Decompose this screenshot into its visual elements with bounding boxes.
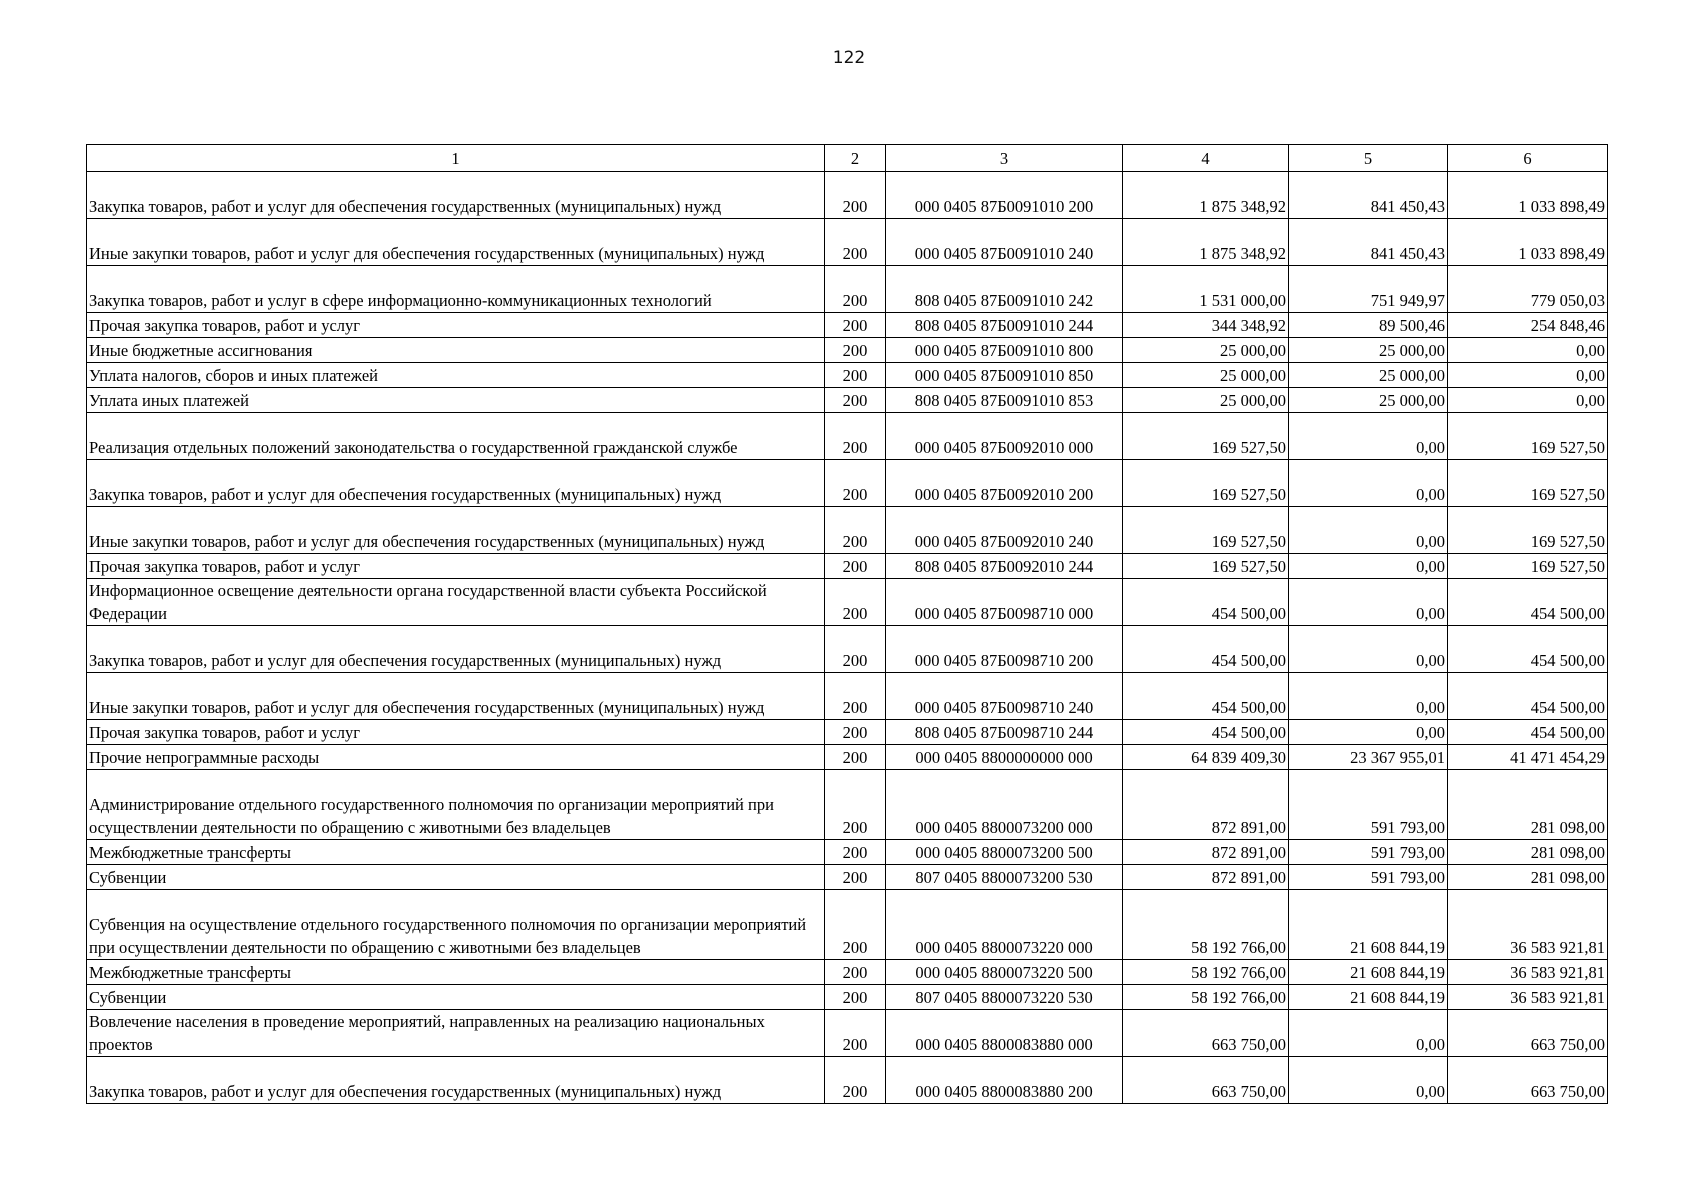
row-value5-cell: 591 793,00 (1289, 770, 1448, 840)
row-name-cell: Закупка товаров, работ и услуг для обеспечения государственных (муниципальных) нужд (87, 172, 825, 219)
column-header: 1 (87, 145, 825, 172)
row-name-cell: Администрирование отдельного государственного полномочия по организации мероприятий при осуществлении деятельности по обращению с животными без владельцев (87, 770, 825, 840)
row-value6-cell: 169 527,50 (1448, 413, 1608, 460)
row-value6-cell: 281 098,00 (1448, 865, 1608, 890)
row-value4-cell: 454 500,00 (1123, 673, 1289, 720)
row-name-cell: Прочая закупка товаров, работ и услуг (87, 554, 825, 579)
row-code-cell: 000 0405 8800073220 000 (886, 890, 1123, 960)
row-value4-cell: 58 192 766,00 (1123, 960, 1289, 985)
row-col2-cell: 200 (825, 460, 886, 507)
row-col2-cell: 200 (825, 840, 886, 865)
table-row (87, 840, 1608, 865)
row-col2-cell: 200 (825, 338, 886, 363)
row-name-cell: Субвенции (87, 985, 825, 1010)
row-name-cell: Иные закупки товаров, работ и услуг для обеспечения государственных (муниципальных) нужд (87, 673, 825, 720)
row-value6-cell: 281 098,00 (1448, 840, 1608, 865)
row-value6-cell: 454 500,00 (1448, 626, 1608, 673)
table-body (87, 172, 1608, 1104)
row-col2-cell: 200 (825, 388, 886, 413)
row-value6-cell: 1 033 898,49 (1448, 219, 1608, 266)
row-code-cell: 000 0405 8800083880 000 (886, 1010, 1123, 1057)
row-name-cell: Уплата налогов, сборов и иных платежей (87, 363, 825, 388)
table-row (87, 172, 1608, 219)
row-value5-cell: 25 000,00 (1289, 388, 1448, 413)
row-col2-cell: 200 (825, 363, 886, 388)
row-value4-cell: 64 839 409,30 (1123, 745, 1289, 770)
table-row (87, 770, 1608, 840)
row-value5-cell: 751 949,97 (1289, 266, 1448, 313)
table-row (87, 413, 1608, 460)
row-value6-cell: 281 098,00 (1448, 770, 1608, 840)
table-row (87, 890, 1608, 960)
column-header: 2 (825, 145, 886, 172)
row-value6-cell: 663 750,00 (1448, 1057, 1608, 1104)
row-value4-cell: 454 500,00 (1123, 720, 1289, 745)
row-name-cell: Реализация отдельных положений законодательства о государственной гражданской службе (87, 413, 825, 460)
row-name-cell: Закупка товаров, работ и услуг для обеспечения государственных (муниципальных) нужд (87, 460, 825, 507)
row-code-cell: 000 0405 87Б0091010 200 (886, 172, 1123, 219)
row-col2-cell: 200 (825, 985, 886, 1010)
row-code-cell: 000 0405 87Б0091010 850 (886, 363, 1123, 388)
row-value4-cell: 872 891,00 (1123, 770, 1289, 840)
row-value6-cell: 36 583 921,81 (1448, 960, 1608, 985)
table-row (87, 865, 1608, 890)
row-code-cell: 000 0405 87Б0098710 240 (886, 673, 1123, 720)
page-number: 122 (832, 48, 866, 68)
row-col2-cell: 200 (825, 745, 886, 770)
row-value4-cell: 25 000,00 (1123, 363, 1289, 388)
row-code-cell: 000 0405 87Б0092010 000 (886, 413, 1123, 460)
row-col2-cell: 200 (825, 865, 886, 890)
table-row (87, 720, 1608, 745)
row-value6-cell: 169 527,50 (1448, 554, 1608, 579)
row-value4-cell: 872 891,00 (1123, 865, 1289, 890)
row-code-cell: 808 0405 87Б0091010 853 (886, 388, 1123, 413)
row-code-cell: 000 0405 87Б0092010 200 (886, 460, 1123, 507)
row-value5-cell: 0,00 (1289, 626, 1448, 673)
row-value4-cell: 872 891,00 (1123, 840, 1289, 865)
row-value5-cell: 0,00 (1289, 720, 1448, 745)
row-name-cell: Субвенция на осуществление отдельного государственного полномочия по организации мероприятий при осуществлении деятельности по обращению с животными без владельцев (87, 890, 825, 960)
row-value4-cell: 169 527,50 (1123, 507, 1289, 554)
row-value4-cell: 25 000,00 (1123, 388, 1289, 413)
row-value4-cell: 169 527,50 (1123, 554, 1289, 579)
row-value6-cell: 36 583 921,81 (1448, 890, 1608, 960)
row-code-cell: 000 0405 87Б0092010 240 (886, 507, 1123, 554)
row-name-cell: Иные закупки товаров, работ и услуг для обеспечения государственных (муниципальных) нужд (87, 507, 825, 554)
row-code-cell: 807 0405 8800073200 530 (886, 865, 1123, 890)
row-code-cell: 000 0405 87Б0098710 000 (886, 579, 1123, 626)
row-code-cell: 000 0405 8800073200 500 (886, 840, 1123, 865)
row-value5-cell: 0,00 (1289, 554, 1448, 579)
row-value4-cell: 663 750,00 (1123, 1057, 1289, 1104)
row-value6-cell: 169 527,50 (1448, 507, 1608, 554)
row-value5-cell: 25 000,00 (1289, 338, 1448, 363)
row-col2-cell: 200 (825, 770, 886, 840)
table-row (87, 313, 1608, 338)
row-value6-cell: 454 500,00 (1448, 579, 1608, 626)
table-row (87, 338, 1608, 363)
row-col2-cell: 200 (825, 960, 886, 985)
table-row (87, 745, 1608, 770)
row-name-cell: Межбюджетные трансферты (87, 840, 825, 865)
table-row (87, 579, 1608, 626)
row-value4-cell: 454 500,00 (1123, 626, 1289, 673)
row-value6-cell: 0,00 (1448, 363, 1608, 388)
budget-table (86, 144, 1608, 1104)
row-value6-cell: 41 471 454,29 (1448, 745, 1608, 770)
row-col2-cell: 200 (825, 626, 886, 673)
row-code-cell: 000 0405 8800073220 500 (886, 960, 1123, 985)
row-value5-cell: 21 608 844,19 (1289, 890, 1448, 960)
table-row (87, 673, 1608, 720)
row-value4-cell: 25 000,00 (1123, 338, 1289, 363)
table-row (87, 388, 1608, 413)
column-header: 5 (1289, 145, 1448, 172)
column-header: 6 (1448, 145, 1608, 172)
row-value6-cell: 36 583 921,81 (1448, 985, 1608, 1010)
row-value6-cell: 0,00 (1448, 388, 1608, 413)
row-name-cell: Иные бюджетные ассигнования (87, 338, 825, 363)
row-value6-cell: 663 750,00 (1448, 1010, 1608, 1057)
table-row (87, 1057, 1608, 1104)
row-value4-cell: 169 527,50 (1123, 413, 1289, 460)
row-value6-cell: 1 033 898,49 (1448, 172, 1608, 219)
row-value6-cell: 254 848,46 (1448, 313, 1608, 338)
row-col2-cell: 200 (825, 554, 886, 579)
row-code-cell: 808 0405 87Б0092010 244 (886, 554, 1123, 579)
row-col2-cell: 200 (825, 172, 886, 219)
row-code-cell: 807 0405 8800073220 530 (886, 985, 1123, 1010)
row-value5-cell: 0,00 (1289, 673, 1448, 720)
row-value5-cell: 0,00 (1289, 413, 1448, 460)
row-value5-cell: 841 450,43 (1289, 219, 1448, 266)
table-row (87, 626, 1608, 673)
row-code-cell: 000 0405 8800073200 000 (886, 770, 1123, 840)
table-row (87, 1010, 1608, 1057)
row-value5-cell: 25 000,00 (1289, 363, 1448, 388)
table-header-row (87, 145, 1608, 172)
row-code-cell: 808 0405 87Б0091010 242 (886, 266, 1123, 313)
row-value6-cell: 779 050,03 (1448, 266, 1608, 313)
row-col2-cell: 200 (825, 720, 886, 745)
row-name-cell: Иные закупки товаров, работ и услуг для обеспечения государственных (муниципальных) нужд (87, 219, 825, 266)
row-value6-cell: 454 500,00 (1448, 673, 1608, 720)
row-col2-cell: 200 (825, 266, 886, 313)
row-code-cell: 808 0405 87Б0098710 244 (886, 720, 1123, 745)
row-code-cell: 000 0405 87Б0091010 800 (886, 338, 1123, 363)
row-name-cell: Закупка товаров, работ и услуг в сфере информационно-коммуникационных технологий (87, 266, 825, 313)
row-col2-cell: 200 (825, 1010, 886, 1057)
row-name-cell: Закупка товаров, работ и услуг для обеспечения государственных (муниципальных) нужд (87, 1057, 825, 1104)
row-value5-cell: 21 608 844,19 (1289, 960, 1448, 985)
row-col2-cell: 200 (825, 1057, 886, 1104)
row-name-cell: Вовлечение населения в проведение мероприятий, направленных на реализацию национальных проектов (87, 1010, 825, 1057)
row-name-cell: Межбюджетные трансферты (87, 960, 825, 985)
row-value5-cell: 89 500,46 (1289, 313, 1448, 338)
row-value4-cell: 1 875 348,92 (1123, 219, 1289, 266)
row-value5-cell: 0,00 (1289, 579, 1448, 626)
row-value5-cell: 0,00 (1289, 507, 1448, 554)
row-value4-cell: 1 531 000,00 (1123, 266, 1289, 313)
row-value4-cell: 344 348,92 (1123, 313, 1289, 338)
table-row (87, 554, 1608, 579)
row-code-cell: 808 0405 87Б0091010 244 (886, 313, 1123, 338)
table-row (87, 219, 1608, 266)
table-row (87, 266, 1608, 313)
row-name-cell: Прочая закупка товаров, работ и услуг (87, 313, 825, 338)
row-name-cell: Информационное освещение деятельности органа государственной власти субъекта Российской Федерации (87, 579, 825, 626)
row-value5-cell: 0,00 (1289, 460, 1448, 507)
row-value5-cell: 591 793,00 (1289, 865, 1448, 890)
table-row (87, 363, 1608, 388)
row-col2-cell: 200 (825, 507, 886, 554)
table-row (87, 985, 1608, 1010)
row-col2-cell: 200 (825, 413, 886, 460)
column-header: 3 (886, 145, 1123, 172)
row-value5-cell: 841 450,43 (1289, 172, 1448, 219)
table-row (87, 460, 1608, 507)
row-value5-cell: 591 793,00 (1289, 840, 1448, 865)
row-name-cell: Прочая закупка товаров, работ и услуг (87, 720, 825, 745)
row-value4-cell: 663 750,00 (1123, 1010, 1289, 1057)
table-row (87, 960, 1608, 985)
row-col2-cell: 200 (825, 890, 886, 960)
row-code-cell: 000 0405 87Б0091010 240 (886, 219, 1123, 266)
row-value4-cell: 58 192 766,00 (1123, 890, 1289, 960)
row-code-cell: 000 0405 87Б0098710 200 (886, 626, 1123, 673)
table-row (87, 507, 1608, 554)
row-value5-cell: 0,00 (1289, 1057, 1448, 1104)
row-name-cell: Прочие непрограммные расходы (87, 745, 825, 770)
row-code-cell: 000 0405 8800083880 200 (886, 1057, 1123, 1104)
row-value4-cell: 454 500,00 (1123, 579, 1289, 626)
row-value4-cell: 58 192 766,00 (1123, 985, 1289, 1010)
column-header: 4 (1123, 145, 1289, 172)
row-value6-cell: 169 527,50 (1448, 460, 1608, 507)
row-value6-cell: 0,00 (1448, 338, 1608, 363)
row-name-cell: Уплата иных платежей (87, 388, 825, 413)
row-col2-cell: 200 (825, 313, 886, 338)
row-value5-cell: 0,00 (1289, 1010, 1448, 1057)
row-code-cell: 000 0405 8800000000 000 (886, 745, 1123, 770)
row-value6-cell: 454 500,00 (1448, 720, 1608, 745)
row-col2-cell: 200 (825, 673, 886, 720)
row-name-cell: Субвенции (87, 865, 825, 890)
row-name-cell: Закупка товаров, работ и услуг для обеспечения государственных (муниципальных) нужд (87, 626, 825, 673)
row-value4-cell: 1 875 348,92 (1123, 172, 1289, 219)
row-col2-cell: 200 (825, 579, 886, 626)
row-col2-cell: 200 (825, 219, 886, 266)
row-value5-cell: 21 608 844,19 (1289, 985, 1448, 1010)
row-value4-cell: 169 527,50 (1123, 460, 1289, 507)
row-value5-cell: 23 367 955,01 (1289, 745, 1448, 770)
